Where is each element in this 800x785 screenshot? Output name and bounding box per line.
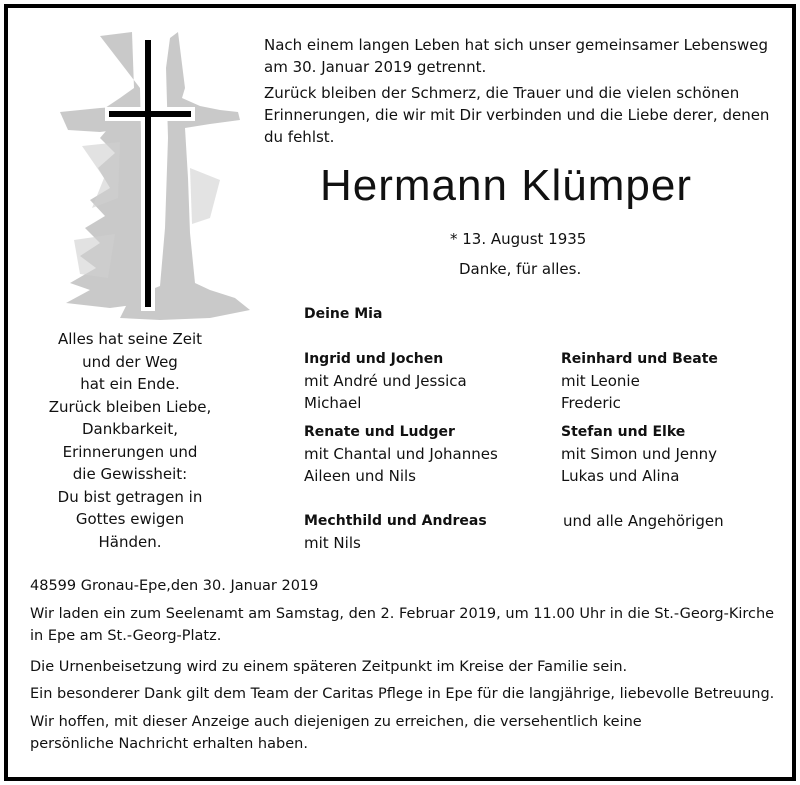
family-group-head: Renate und Ludger (304, 424, 455, 440)
poem-line: Erinnerungen und (62, 442, 198, 461)
intro-line-5: du fehlst. (264, 128, 335, 146)
spouse-name: Deine Mia (304, 306, 383, 322)
family-group-line: mit Nils (304, 534, 361, 552)
birth-date: * 13. August 1935 (450, 230, 587, 248)
thanks-line: Danke, für alles. (459, 260, 582, 278)
poem-line: Du bist getragen in (57, 487, 203, 506)
intro-line-2: am 30. Januar 2019 getrennt. (264, 58, 487, 76)
poem-line: die Gewissheit: (72, 465, 188, 483)
family-group-head: Mechthild und Andreas (304, 513, 487, 529)
family-group-head: Stefan und Elke (561, 424, 686, 440)
poem-line: Gottes ewigen (75, 510, 185, 528)
family-group-line: mit Leonie (561, 372, 640, 390)
poem-line: Händen. (98, 532, 162, 551)
family-group-line: Aileen und Nils (304, 467, 417, 485)
intro-line-3: Zurück bleiben der Schmerz, die Trauer und die vielen schönen (264, 84, 740, 102)
deceased-name: Hermann Klümper (320, 161, 693, 210)
poem-line: Dankbarkeit, (81, 420, 178, 438)
family-group-head: Ingrid und Jochen (304, 351, 444, 367)
family-group-head: Reinhard und Beate (561, 351, 718, 367)
urn-burial-note: Die Urnenbeisetzung wird zu einem späteren Zeitpunkt im Kreise der Familie sein. (30, 659, 628, 675)
poem-line: Alles hat seine Zeit (57, 330, 203, 348)
intro-line-1: Nach einem langen Leben hat sich unser gemeinsamer Lebensweg (264, 36, 768, 54)
family-group-line: Frederic (561, 394, 621, 412)
family-group-line: Lukas und Alina (561, 467, 680, 485)
service-invitation: Wir laden ein zum Seelenamt am Samstag, den 2. Februar 2019, um 11.00 Uhr in die St.-Georg-Kirche in Epe am St.-Georg-Platz. (30, 606, 775, 644)
poem-line: hat ein Ende. (80, 375, 180, 393)
family-group-line: mit Simon und Jenny (561, 445, 718, 463)
family-group-line: Michael (304, 394, 362, 412)
family-group-line: mit André und Jessica (304, 372, 467, 390)
notice-reach-note: Wir hoffen, mit dieser Anzeige auch diejenigen zu erreichen, die versehentlich keine persönliche Nachricht erhalten haben. (30, 714, 642, 752)
place-date: 48599 Gronau-Epe,den 30. Januar 2019 (30, 578, 319, 594)
poem-line: und der Weg (82, 352, 178, 371)
other-relatives: und alle Angehörigen (563, 512, 724, 530)
intro-line-4: Erinnerungen, die wir mit Dir verbinden und die Liebe derer, denen (264, 106, 770, 124)
poem-line: Zurück bleiben Liebe, (48, 397, 212, 416)
family-group-line: mit Chantal und Johannes (304, 445, 498, 463)
special-thanks: Ein besonderer Dank gilt dem Team der Caritas Pflege in Epe für die langjährige, liebevolle Betreuung. (30, 686, 775, 702)
poem (30, 328, 230, 553)
